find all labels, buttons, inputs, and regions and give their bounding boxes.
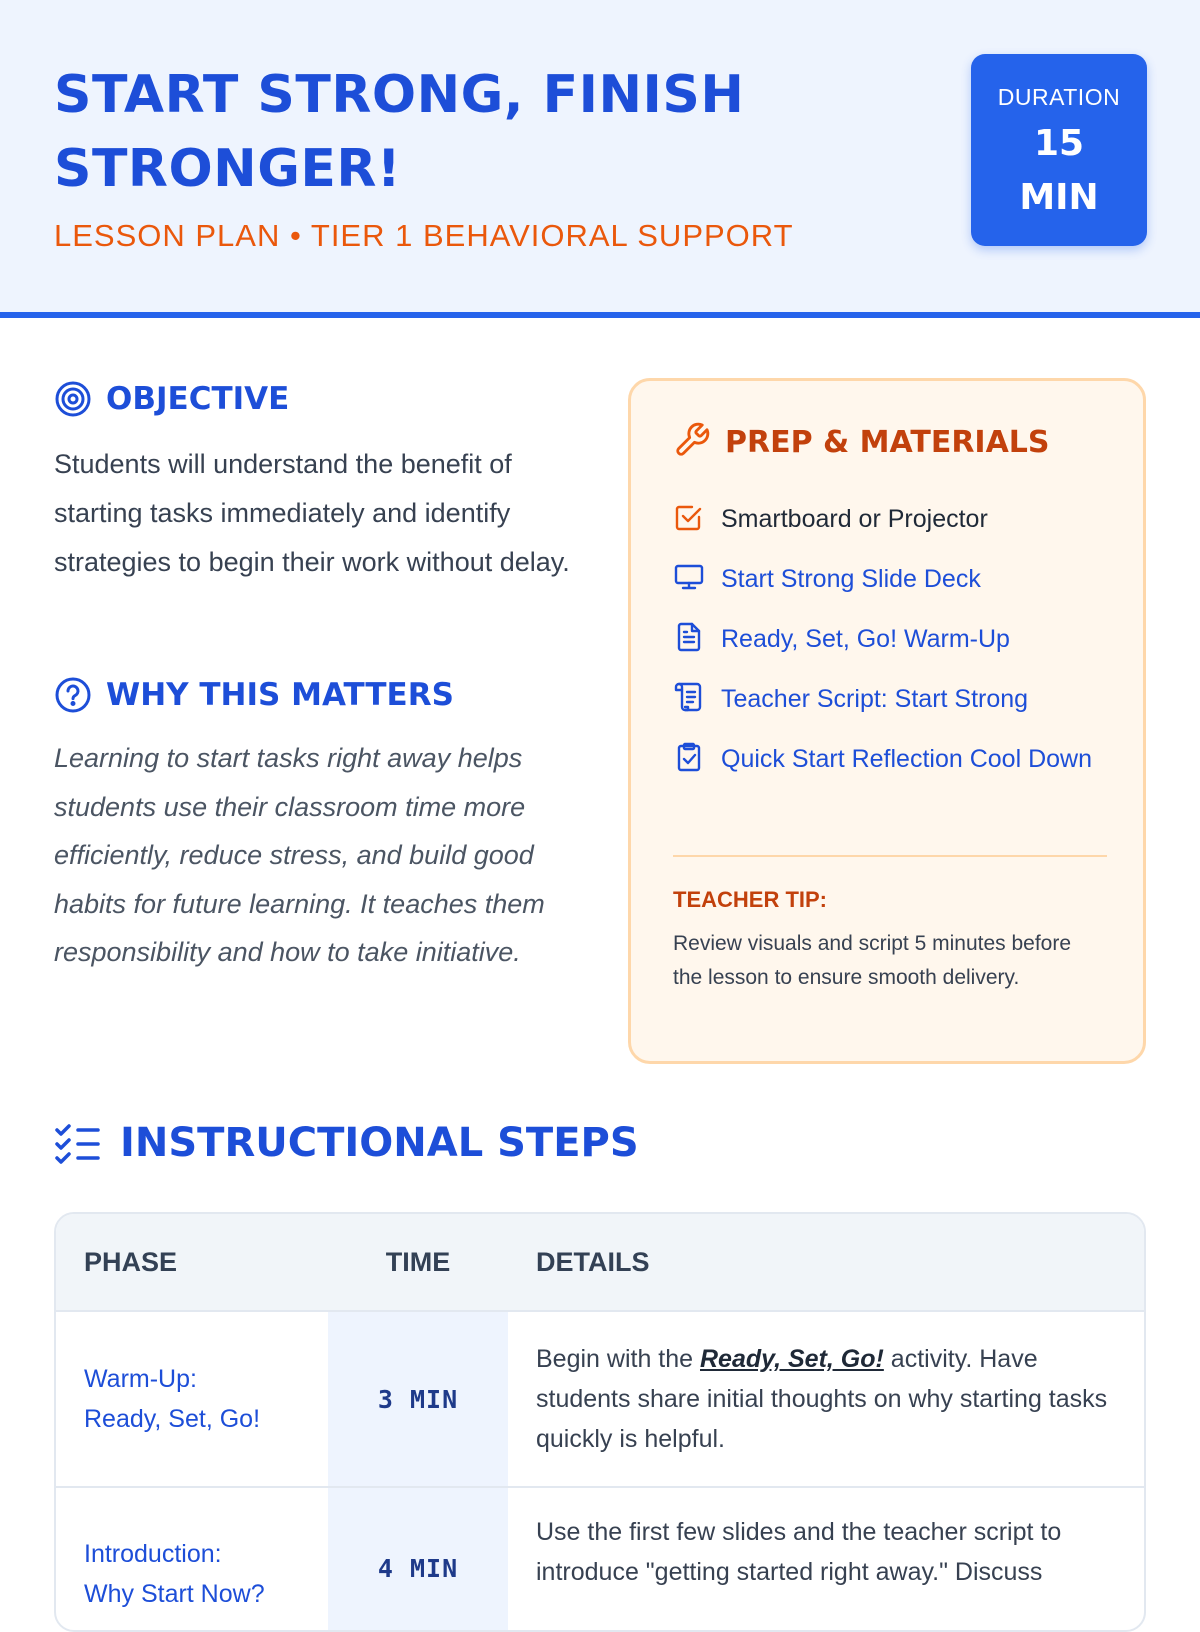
steps-title: INSTRUCTIONAL STEPS	[120, 1120, 639, 1166]
materials-list	[673, 499, 1113, 799]
lesson-title: START STRONG, FINISH STRONGER!	[54, 65, 745, 199]
why-title: WHY THIS MATTERS	[106, 677, 454, 713]
duration-badge	[971, 54, 1147, 246]
material-link[interactable]: Quick Start Reflection Cool Down	[721, 745, 1092, 773]
objective-title: OBJECTIVE	[106, 381, 290, 417]
material-link[interactable]: Ready, Set, Go! Warm-Up	[721, 625, 1010, 653]
why-text: Learning to start tasks right away helps students use their classroom time more efficiently, reduce stress, and build good habits for future learning. It teaches them responsibility and how to take initiative.	[54, 743, 545, 967]
document-icon	[673, 621, 705, 653]
phase-activity: Why Start Now?	[84, 1580, 265, 1608]
details-cell	[508, 1311, 1144, 1487]
list-checks-icon	[54, 1122, 102, 1164]
time-cell: 4 MIN	[328, 1487, 508, 1632]
material-link[interactable]: Start Strong Slide Deck	[721, 565, 981, 593]
table-row	[56, 1487, 1144, 1632]
phase-name: Warm-Up:	[84, 1365, 197, 1393]
wrench-icon	[673, 421, 711, 464]
material-item	[673, 499, 1113, 539]
lesson-subtitle: LESSON PLAN • TIER 1 BEHAVIORAL SUPPORT	[54, 218, 794, 253]
material-item[interactable]	[673, 679, 1113, 719]
duration-value: 15 MIN	[1019, 123, 1099, 218]
material-label: Smartboard or Projector	[721, 505, 988, 533]
prep-title: PREP & MATERIALS	[725, 425, 1050, 460]
material-item[interactable]	[673, 739, 1113, 779]
material-link[interactable]: Teacher Script: Start Strong	[721, 685, 1029, 713]
scroll-icon	[673, 681, 705, 713]
details-text: Begin with the	[536, 1345, 700, 1373]
material-item[interactable]	[673, 559, 1113, 599]
objective-heading	[54, 380, 289, 418]
phase-cell	[56, 1311, 328, 1487]
time-cell: 3 MIN	[328, 1311, 508, 1487]
monitor-icon	[673, 561, 705, 593]
details-text: activity. Have students share initial thoughts on why starting tasks quickly is helpful.	[536, 1345, 1108, 1453]
phase-cell	[56, 1487, 328, 1632]
steps-heading	[54, 1120, 639, 1166]
divider	[673, 855, 1107, 857]
column-header-details: DETAILS	[508, 1214, 1144, 1311]
table-row	[56, 1311, 1144, 1487]
duration-label: DURATION	[997, 84, 1121, 110]
material-item[interactable]	[673, 619, 1113, 659]
teacher-tip-label: TEACHER TIP:	[673, 887, 827, 912]
prep-heading	[673, 421, 1050, 464]
instructional-steps-table	[54, 1212, 1146, 1632]
teacher-tip-text: Review visuals and script 5 minutes before the lesson to ensure smooth delivery.	[673, 932, 1072, 989]
clipboard-check-icon	[673, 741, 705, 773]
phase-activity: Ready, Set, Go!	[84, 1405, 261, 1433]
objective-text: Students will understand the benefit of starting tasks immediately and identify strategies to begin their work without delay.	[54, 449, 570, 577]
column-header-phase: PHASE	[56, 1214, 328, 1311]
prep-materials-card	[628, 378, 1146, 1064]
column-header-time: TIME	[328, 1214, 508, 1311]
why-heading	[54, 676, 454, 714]
checkbox-icon	[673, 501, 705, 533]
table-header-row	[56, 1214, 1144, 1311]
lesson-header	[0, 0, 1200, 318]
details-cell: Use the first few slides and the teacher script to introduce "getting started right away." Discuss	[508, 1487, 1144, 1632]
phase-name: Introduction:	[84, 1540, 222, 1568]
question-circle-icon	[54, 676, 92, 714]
target-icon	[54, 380, 92, 418]
activity-link[interactable]: Ready, Set, Go!	[700, 1345, 884, 1373]
